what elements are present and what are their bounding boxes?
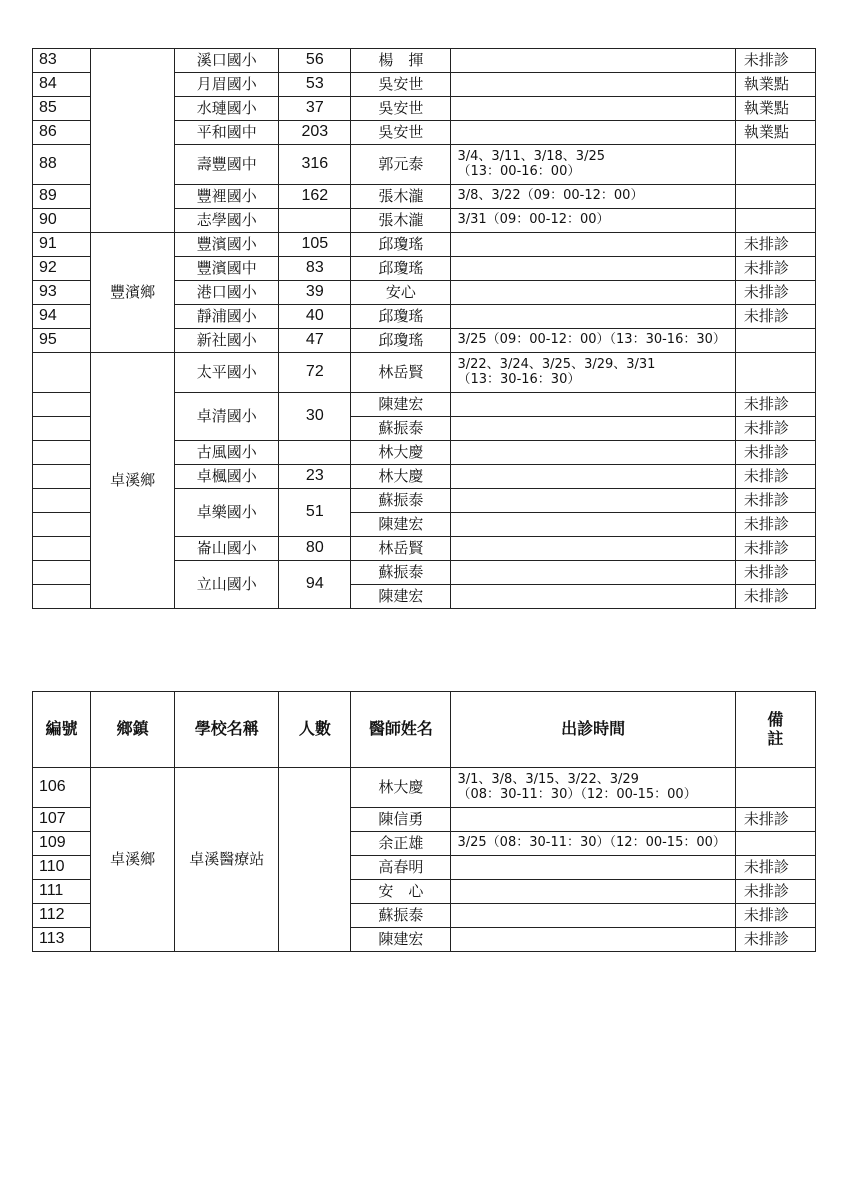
visit-time	[451, 281, 735, 305]
visit-time	[451, 537, 735, 561]
table-row	[33, 353, 816, 393]
remark: 未排診	[735, 305, 815, 329]
visit-time	[451, 441, 735, 465]
school-name: 古風國小	[175, 441, 279, 465]
row-number: 107	[33, 808, 91, 832]
remark: 未排診	[735, 537, 815, 561]
school-name: 壽豐國中	[175, 145, 279, 185]
doctor-name: 陳建宏	[351, 928, 451, 952]
visit-time	[451, 880, 735, 904]
school-name: 豐濱國小	[175, 233, 279, 257]
row-number: 83	[33, 49, 91, 73]
visit-time	[451, 585, 735, 609]
school-name: 水璉國小	[175, 97, 279, 121]
remark: 執業點	[735, 97, 815, 121]
visit-time: 3/25（08：30-11：30）（12：00-15：00）	[451, 832, 735, 856]
header-town: 鄉鎮	[91, 692, 175, 768]
school-name: 溪口國小	[175, 49, 279, 73]
student-count	[279, 209, 351, 233]
student-count	[279, 441, 351, 465]
visit-time	[451, 97, 735, 121]
doctor-name: 吳安世	[351, 73, 451, 97]
doctor-name: 余正雄	[351, 832, 451, 856]
student-count: 39	[279, 281, 351, 305]
town-cell-blank	[91, 49, 175, 233]
doctor-name: 陳建宏	[351, 513, 451, 537]
doctor-name: 張木瀧	[351, 185, 451, 209]
visit-time	[451, 928, 735, 952]
remark: 未排診	[735, 489, 815, 513]
student-count: 56	[279, 49, 351, 73]
student-count: 80	[279, 537, 351, 561]
doctor-name: 邱瓊瑤	[351, 233, 451, 257]
visit-time	[451, 121, 735, 145]
remark: 未排診	[735, 808, 815, 832]
row-number	[33, 417, 91, 441]
visit-time: 3/1、3/8、3/15、3/22、3/29 （08：30-11：30）（12：00-15：00）	[451, 768, 735, 808]
remark	[735, 353, 815, 393]
visit-time	[451, 808, 735, 832]
visit-time	[451, 465, 735, 489]
row-number	[33, 353, 91, 393]
school-name: 靜浦國小	[175, 305, 279, 329]
row-number: 95	[33, 329, 91, 353]
remark: 未排診	[735, 928, 815, 952]
town-name: 卓溪鄉	[91, 768, 175, 952]
visit-time	[451, 257, 735, 281]
school-name: 月眉國小	[175, 73, 279, 97]
student-count: 51	[279, 489, 351, 537]
row-number	[33, 393, 91, 417]
row-number	[33, 465, 91, 489]
school-name: 豐濱國中	[175, 257, 279, 281]
student-count: 30	[279, 393, 351, 441]
student-count: 94	[279, 561, 351, 609]
visit-time	[451, 417, 735, 441]
remark: 未排診	[735, 880, 815, 904]
doctor-name: 吳安世	[351, 97, 451, 121]
school-name: 太平國小	[175, 353, 279, 393]
student-count: 203	[279, 121, 351, 145]
town-name: 豐濱鄉	[91, 233, 175, 353]
doctor-name: 楊 揮	[351, 49, 451, 73]
remark: 未排診	[735, 233, 815, 257]
doctor-name: 吳安世	[351, 121, 451, 145]
remark: 未排診	[735, 585, 815, 609]
header-note: 備 註	[735, 692, 815, 768]
row-number: 88	[33, 145, 91, 185]
remark: 執業點	[735, 73, 815, 97]
visit-time	[451, 856, 735, 880]
remark: 未排診	[735, 281, 815, 305]
student-count: 316	[279, 145, 351, 185]
visit-time	[451, 513, 735, 537]
row-number: 110	[33, 856, 91, 880]
header-row	[33, 692, 816, 768]
remark: 未排診	[735, 904, 815, 928]
header-time: 出診時間	[451, 692, 735, 768]
header-doctor: 醫師姓名	[351, 692, 451, 768]
school-name: 志學國小	[175, 209, 279, 233]
school-name: 卓清國小	[175, 393, 279, 441]
doctor-name: 陳信勇	[351, 808, 451, 832]
visit-time	[451, 561, 735, 585]
town-name: 卓溪鄉	[91, 353, 175, 609]
student-count: 162	[279, 185, 351, 209]
doctor-name: 張木瀧	[351, 209, 451, 233]
visit-time: 3/8、3/22（09：00-12：00）	[451, 185, 735, 209]
schedule-table-2	[32, 691, 816, 952]
doctor-name: 邱瓊瑤	[351, 257, 451, 281]
visit-time	[451, 49, 735, 73]
visit-time: 3/25（09：00-12：00）（13：30-16：30）	[451, 329, 735, 353]
doctor-name: 林大慶	[351, 768, 451, 808]
student-count: 37	[279, 97, 351, 121]
remark	[735, 209, 815, 233]
school-name: 立山國小	[175, 561, 279, 609]
doctor-name: 蘇振泰	[351, 417, 451, 441]
row-number	[33, 585, 91, 609]
row-number: 94	[33, 305, 91, 329]
row-number: 109	[33, 832, 91, 856]
header-school: 學校名稱	[175, 692, 279, 768]
doctor-name: 安心	[351, 281, 451, 305]
student-count-blank	[279, 768, 351, 952]
student-count: 23	[279, 465, 351, 489]
visit-time: 3/31（09：00-12：00）	[451, 209, 735, 233]
doctor-name: 蘇振泰	[351, 489, 451, 513]
doctor-name: 林大慶	[351, 441, 451, 465]
header-count: 人數	[279, 692, 351, 768]
row-number	[33, 561, 91, 585]
student-count: 40	[279, 305, 351, 329]
row-number: 91	[33, 233, 91, 257]
visit-time	[451, 305, 735, 329]
remark: 未排診	[735, 417, 815, 441]
doctor-name: 林大慶	[351, 465, 451, 489]
remark: 未排診	[735, 49, 815, 73]
remark: 未排診	[735, 441, 815, 465]
visit-time	[451, 489, 735, 513]
remark: 未排診	[735, 257, 815, 281]
row-number: 90	[33, 209, 91, 233]
remark	[735, 832, 815, 856]
doctor-name: 陳建宏	[351, 585, 451, 609]
remark: 未排診	[735, 513, 815, 537]
student-count: 53	[279, 73, 351, 97]
remark: 執業點	[735, 121, 815, 145]
student-count: 105	[279, 233, 351, 257]
doctor-name: 陳建宏	[351, 393, 451, 417]
header-no: 編號	[33, 692, 91, 768]
school-name: 豐裡國小	[175, 185, 279, 209]
row-number: 89	[33, 185, 91, 209]
visit-time	[451, 904, 735, 928]
remark: 未排診	[735, 465, 815, 489]
remark	[735, 185, 815, 209]
row-number	[33, 489, 91, 513]
row-number: 85	[33, 97, 91, 121]
doctor-name: 安 心	[351, 880, 451, 904]
remark: 未排診	[735, 856, 815, 880]
row-number: 111	[33, 880, 91, 904]
school-name: 卓樂國小	[175, 489, 279, 537]
doctor-name: 林岳賢	[351, 353, 451, 393]
row-number	[33, 537, 91, 561]
row-number: 106	[33, 768, 91, 808]
school-name: 新社國小	[175, 329, 279, 353]
row-number: 93	[33, 281, 91, 305]
remark: 未排診	[735, 561, 815, 585]
visit-time: 3/4、3/11、3/18、3/25 （13：00-16：00）	[451, 145, 735, 185]
student-count: 83	[279, 257, 351, 281]
doctor-name: 高春明	[351, 856, 451, 880]
schedule-table-1	[32, 48, 816, 609]
doctor-name: 林岳賢	[351, 537, 451, 561]
row-number: 84	[33, 73, 91, 97]
table-row	[33, 233, 816, 257]
doctor-name: 蘇振泰	[351, 904, 451, 928]
remark	[735, 145, 815, 185]
table-row	[33, 49, 816, 73]
visit-time	[451, 73, 735, 97]
school-name: 平和國中	[175, 121, 279, 145]
doctor-name: 邱瓊瑤	[351, 329, 451, 353]
visit-time: 3/22、3/24、3/25、3/29、3/31 （13：30-16：30）	[451, 353, 735, 393]
doctor-name: 邱瓊瑤	[351, 305, 451, 329]
row-number	[33, 513, 91, 537]
school-name: 卓楓國小	[175, 465, 279, 489]
row-number: 86	[33, 121, 91, 145]
visit-time	[451, 393, 735, 417]
school-name: 崙山國小	[175, 537, 279, 561]
remark: 未排診	[735, 393, 815, 417]
visit-time	[451, 233, 735, 257]
school-name: 卓溪醫療站	[175, 768, 279, 952]
doctor-name: 郭元泰	[351, 145, 451, 185]
school-name: 港口國小	[175, 281, 279, 305]
student-count: 47	[279, 329, 351, 353]
table-row	[33, 768, 816, 808]
row-number: 112	[33, 904, 91, 928]
student-count: 72	[279, 353, 351, 393]
remark	[735, 768, 815, 808]
doctor-name: 蘇振泰	[351, 561, 451, 585]
remark	[735, 329, 815, 353]
row-number: 113	[33, 928, 91, 952]
row-number: 92	[33, 257, 91, 281]
row-number	[33, 441, 91, 465]
